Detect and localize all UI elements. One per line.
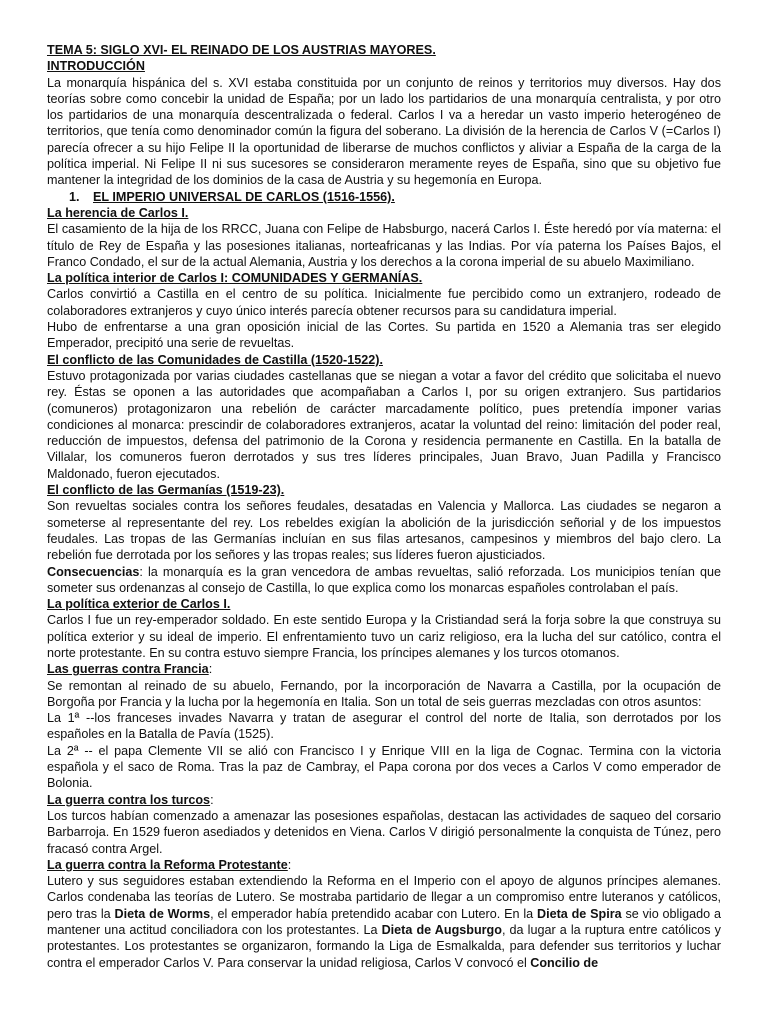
- intro-paragraph: La monarquía hispánica del s. XVI estaba constituida por un conjunto de reinos y territorios muy diversos. Hay dos teorías sobre como concebir la unidad de España; por un lado los partidarios de una monarquía centralista, y por otro los partidarios de una monarquía descentralizada o federal. Carlos I va a heredar un vasto imperio heterogéneo de territorios, que tenía como denominador común la figura del soberano. La división de la herencia de Carlos V (=Carlos I) parecía ofrecer a su hijo Felipe II la oportunidad de liberarse de muchos conflictos y aliviar a España de la carga de la política imperial. Ni Felipe II ni sus sucesores se consideraron meramente reyes de España, sino que su objetivo fue mantener la integridad de los dominios de la casa de Austria y su hegemonía en Europa.: [47, 75, 721, 188]
- reforma-heading: La guerra contra la Reforma Protestante: [47, 857, 288, 872]
- francia-paragraph-1: Se remontan al reinado de su abuelo, Fernando, por la incorporación de Navarra a Castilla, por la ocupación de Borgoña por Francia y la lucha por la hegemonía en Italia. Son un total de seis guerras mezcladas con otros asuntos:: [47, 678, 721, 709]
- dieta-worms: Dieta de Worms: [114, 906, 211, 921]
- germanias-heading: El conflicto de las Germanías (1519-23).: [47, 483, 285, 498]
- reforma-text-2: , el emperador había pretendido acabar con Lutero. En la: [210, 906, 537, 921]
- herencia-paragraph: El casamiento de la hija de los RRCC, Juana con Felipe de Habsburgo, nacerá Carlos I. Éste heredó por vía materna: el título de Rey de España y las posesiones italianas, norteafricanas y las Indias. Por vía paterna los Países Bajos, el Franco Condado, el sur de la actual Alemania, Austria y los derechos a la corona imperial de su abuelo Maximiliano.: [47, 222, 721, 269]
- section-1-heading: [47, 189, 721, 205]
- dieta-spira: Dieta de Spira: [536, 906, 622, 921]
- reforma-heading-line: [47, 857, 721, 873]
- interior-heading: La política interior de Carlos I: COMUNIDADES Y GERMANÍAS.: [47, 271, 423, 286]
- herencia-heading: La herencia de Carlos I.: [47, 205, 189, 220]
- consecuencias-paragraph: [47, 564, 721, 597]
- comunidades-heading: El conflicto de las Comunidades de Castilla (1520-1522).: [47, 352, 383, 367]
- turcos-heading-line: [47, 792, 721, 808]
- concilio-de: Concilio de: [530, 955, 599, 970]
- consecuencias-label: Consecuencias: [47, 564, 140, 579]
- reforma-text-1: Lutero y sus seguidores estaban extendiendo la Reforma en el Imperio con el apoyo de algunos príncipes alemanes. Carlos condenaba las teorías de Lutero. Se mostraba partidario de llegar a un compromiso entre luteranos y católicos, pero tras la: [47, 874, 721, 921]
- francia-paragraph-2: La 1ª --los franceses invades Navarra y tratan de asegurar el control del norte de Italia, son derrotados por los españoles en la Batalla de Pavía (1525).: [47, 711, 721, 742]
- section-1-title: EL IMPERIO UNIVERSAL DE CARLOS (1516-1556).: [93, 189, 395, 204]
- turcos-heading: La guerra contra los turcos: [47, 792, 211, 807]
- section-1-number: 1.: [69, 189, 80, 204]
- francia-colon: :: [208, 662, 213, 677]
- reforma-paragraph: [47, 873, 721, 971]
- interior-paragraph-2: Hubo de enfrentarse a una gran oposición inicial de las Cortes. Su partida en 1520 a Alemania tras ser elegido Emperador, precipitó una serie de revueltas.: [47, 320, 721, 351]
- consecuencias-text: : la monarquía es la gran vencedora de ambas revueltas, salió reforzada. Los municipios tenían que someter sus ordenanzas al consejo de Castilla, lo que explica como los monarcas españoles controlaban el país.: [47, 564, 721, 595]
- exterior-paragraph: Carlos I fue un rey-emperador soldado. En este sentido Europa y la Cristiandad será la forja sobre la que construya su política exterior y su ideal de imperio. El enfrentamiento tuvo un cariz religioso, era la lucha del sur católico, contra el norte protestante. En su contra estuvo siempre Francia, los príncipes alemanes y los turcos otomanos.: [47, 613, 721, 660]
- germanias-paragraph: Son revueltas sociales contra los señores feudales, desatadas en Valencia y Mallorca. Las ciudades se negaron a someterse al representante del rey. Los rebeldes exigían la abolición de la jurisdicción señorial y de los impuestos feudales. Las tropas de las Germanías incluían en sus filas artesanos, campesinos y miembros del bajo clero. La rebelión fue derrotada por los señores y las tropas reales; sus líderes fueron ajusticiados.: [47, 499, 721, 563]
- intro-heading: INTRODUCCIÓN: [47, 59, 145, 74]
- turcos-colon: :: [210, 792, 214, 807]
- francia-heading: Las guerras contra Francia: [47, 662, 209, 677]
- document-title: TEMA 5: SIGLO XVI- EL REINADO DE LOS AUSTRIAS MAYORES.: [47, 43, 436, 57]
- reforma-colon: :: [287, 857, 292, 872]
- francia-paragraph-3: La 2ª -- el papa Clemente VII se alió con Francisco I y Enrique VIII en la liga de Cognac. Termina con la victoria española y el saco de Roma. Tras la paz de Cambray, el Papa corona por dos veces a Carlos V como emperador de Bolonia.: [47, 743, 721, 791]
- dieta-augsburgo: Dieta de Augsburgo: [381, 923, 502, 938]
- francia-heading-line: [47, 661, 721, 677]
- reforma-text-4: , da lugar a la ruptura entre católicos y protestantes. Los protestantes se organizaron, formando la Liga de Esmalkalda, para defender sus territorios y luchar contra el emperador Carlos V. Para conservar la unidad religiosa, Carlos V convocó el: [47, 923, 721, 970]
- reforma-text-3: se vio obligado a mantener una actitud conciliadora con los protestantes. La: [47, 906, 722, 938]
- interior-paragraph-1: Carlos convirtió a Castilla en el centro de su política. Inicialmente fue percibido como un extranjero, rodeado de colaboradores extranjeros y cuyo único interés parecía obtener recursos para su candidatura imperial.: [47, 287, 721, 318]
- comunidades-paragraph: Estuvo protagonizada por varias ciudades castellanas que se niegan a votar a favor del crédito que solicitaba el nuevo rey. Éstas se oponen a las autoridades que acompañaban a Carlos I, por su origen extranjero. Sus partidarios (comuneros) protagonizaron una rebelión de carácter marcadamente político, pues pretendía imponer varias condiciones al monarca: prescindir de colaboradores extranjeros, acatar la voluntad del reino: limitación del poder real, reducción de impuestos, defensa del patrimonio de la Corona y residencia permanente en Castilla. En la batalla de Villalar, los comuneros fueron derrotados y sus tres líderes principales, Juan Bravo, Juan Padilla y Francisco Maldonado, fueron ejecutados.: [47, 368, 721, 481]
- turcos-paragraph: Los turcos habían comenzado a amenazar las posesiones españolas, destacan las actividades de saqueo del corsario Barbarroja. En 1529 fueron asediados y detenidos en Viena. Carlos V dirigió personalmente la conquista de Túnez, pero fracasó contra Argel.: [47, 808, 721, 856]
- exterior-heading: La política exterior de Carlos I.: [47, 597, 231, 612]
